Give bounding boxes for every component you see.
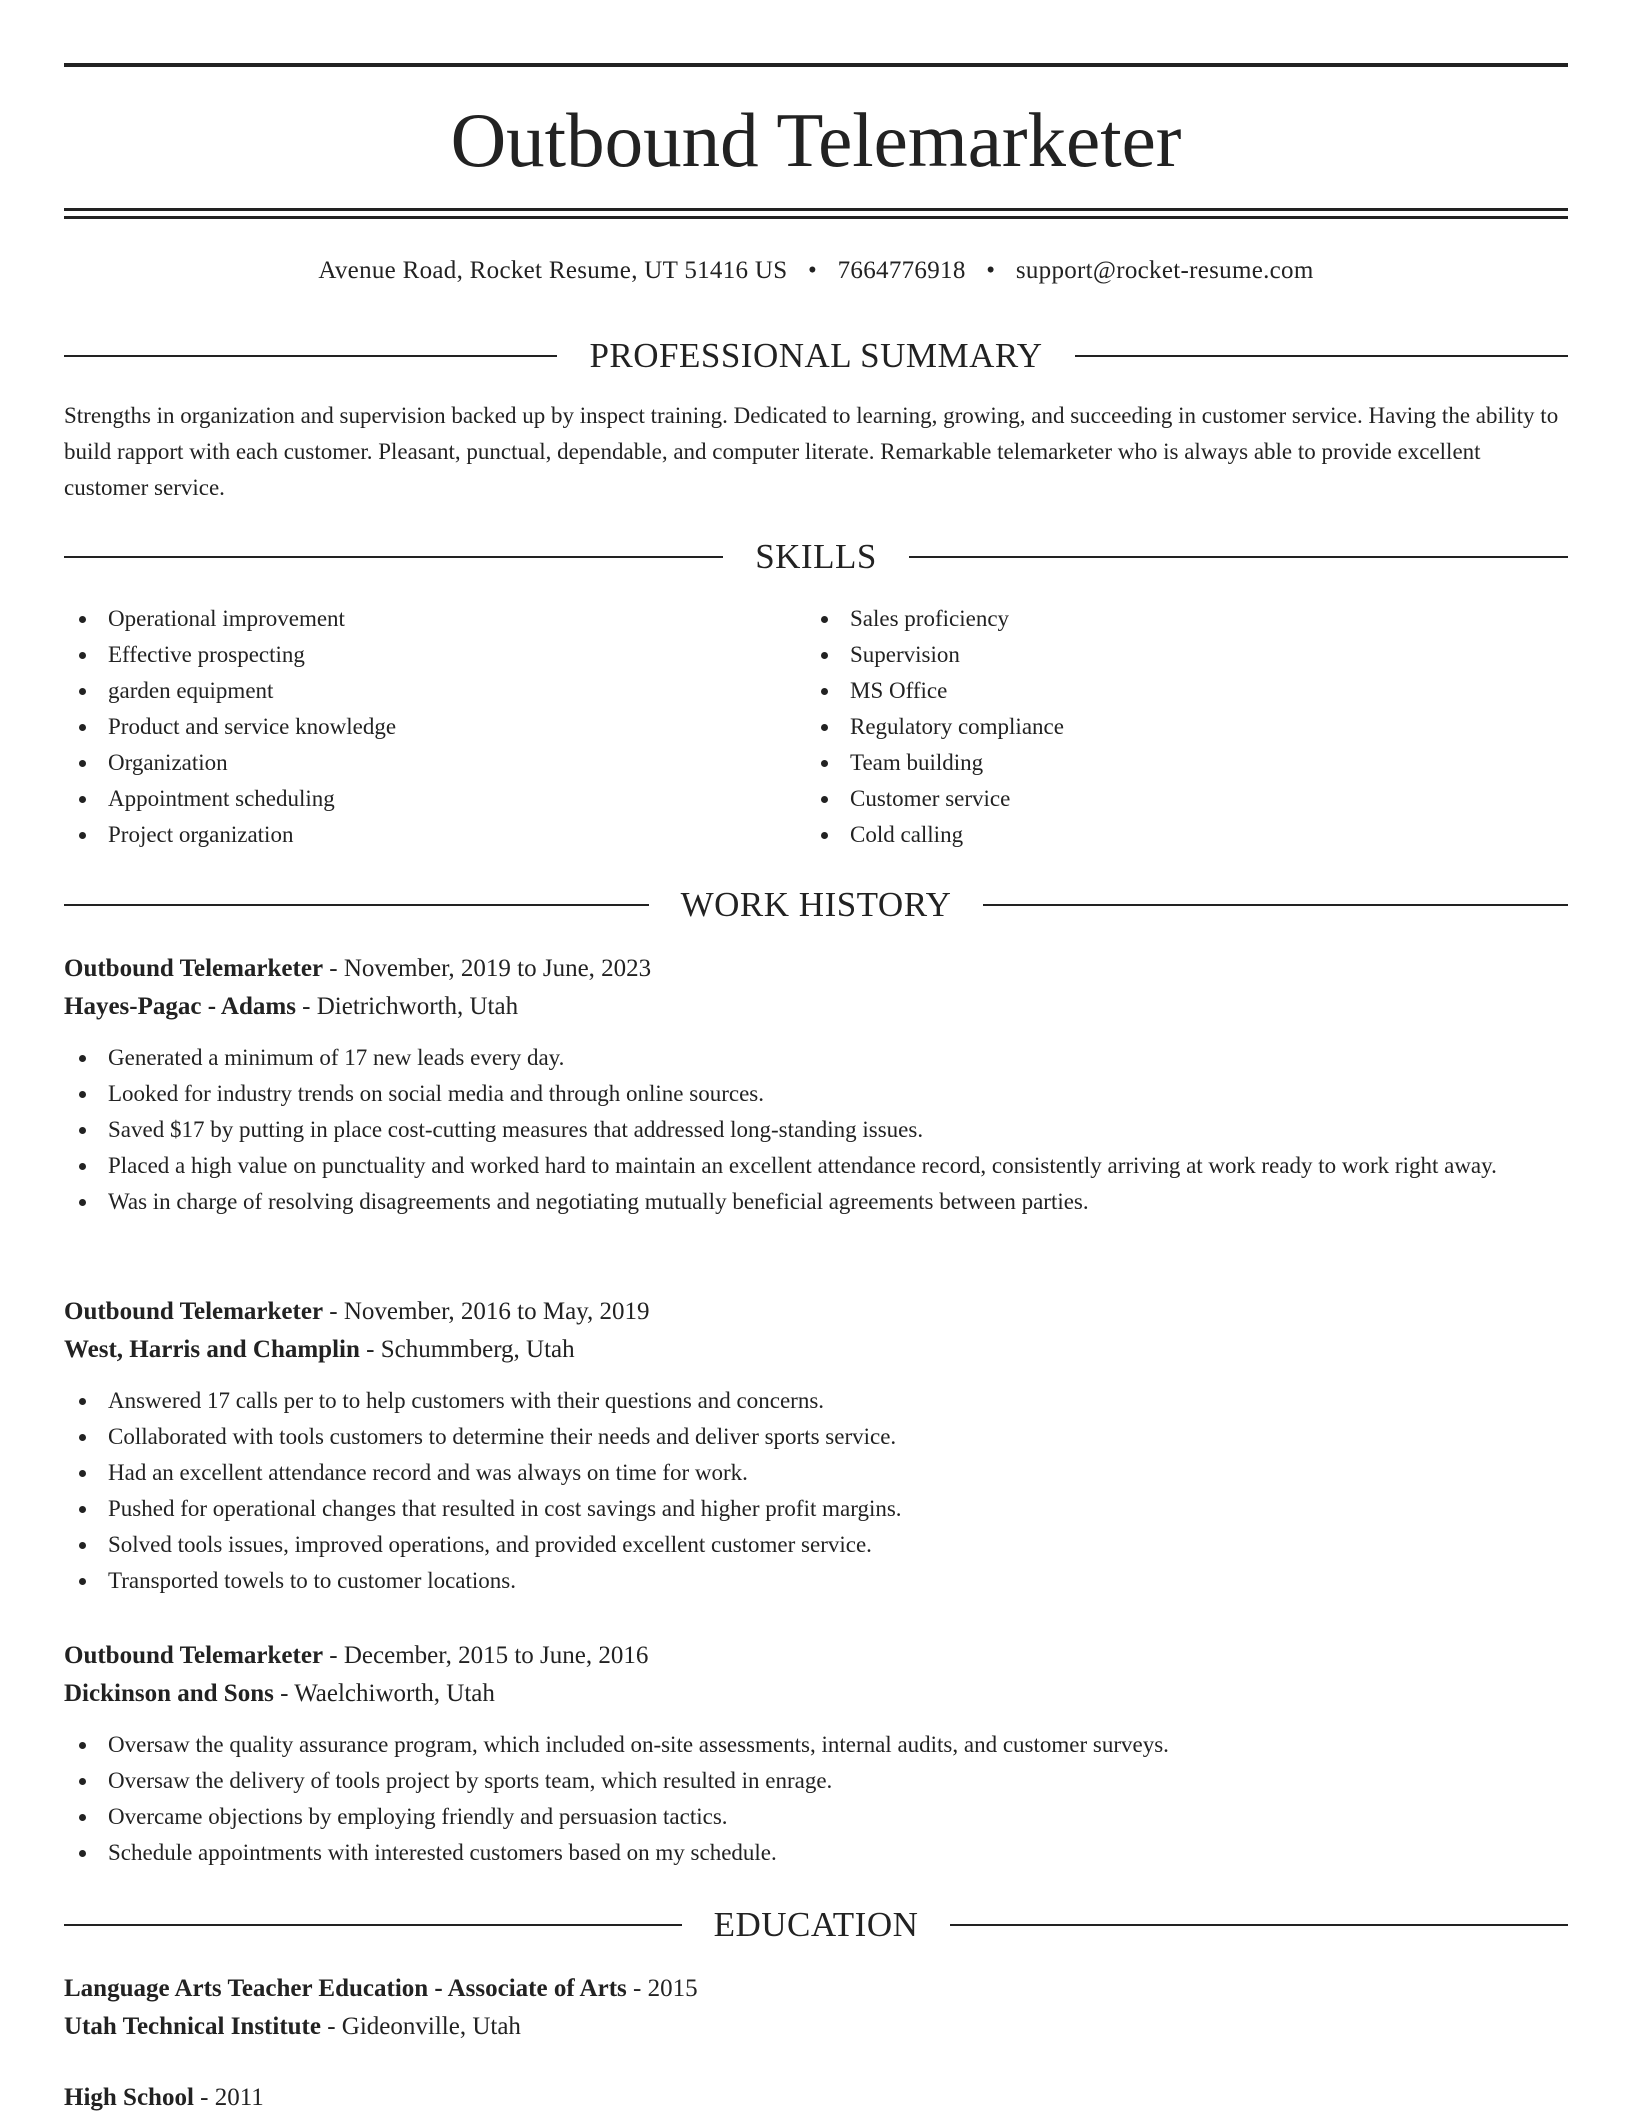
job-entry xyxy=(64,950,1568,1220)
job-entry xyxy=(64,1637,1568,1871)
job-company: Hayes-Pagac - Adams xyxy=(64,993,296,1020)
skill-item: MS Office xyxy=(806,673,1506,709)
skill-item: Product and service knowledge xyxy=(64,709,764,745)
job-company-line xyxy=(64,988,1568,1026)
education-entry xyxy=(64,1970,1568,2046)
job-title: Outbound Telemarketer xyxy=(64,1298,324,1325)
section-rule-left xyxy=(64,1924,682,1926)
job-duty: Was in charge of resolving disagreements and negotiating mutually beneficial agreements between parties. xyxy=(64,1184,1568,1220)
job-duties-list xyxy=(64,1383,1568,1599)
skills-list-left xyxy=(64,601,764,853)
education-year: - 2015 xyxy=(626,1975,698,2002)
job-company-line xyxy=(64,1675,1568,1713)
job-duty: Overcame objections by employing friendly and persuasion tactics. xyxy=(64,1799,1568,1835)
education-degree: Language Arts Teacher Education - Associate of Arts xyxy=(64,1975,627,2002)
section-header-education xyxy=(64,1903,1568,1947)
skill-item: Regulatory compliance xyxy=(806,709,1506,745)
job-location: - Schummberg, Utah xyxy=(359,1336,575,1363)
resume-title: Outbound Telemarketer xyxy=(450,97,1182,183)
section-rule-right xyxy=(983,904,1568,906)
job-duties-list xyxy=(64,1040,1568,1220)
section-rule-right xyxy=(950,1924,1568,1926)
job-duty: Answered 17 calls per to to help customers with their questions and concerns. xyxy=(64,1383,1568,1419)
job-title-line xyxy=(64,1293,1568,1331)
job-title: Outbound Telemarketer xyxy=(64,955,324,982)
job-duty: Collaborated with tools customers to determine their needs and deliver sports service. xyxy=(64,1419,1568,1455)
job-location: - Waelchiworth, Utah xyxy=(273,1680,495,1707)
section-rule-right xyxy=(909,556,1568,558)
contact-line xyxy=(64,254,1568,288)
contact-email: support@rocket-resume.com xyxy=(1015,257,1314,284)
job-duty: Had an excellent attendance record and was always on time for work. xyxy=(64,1455,1568,1491)
job-dates: - November, 2019 to June, 2023 xyxy=(323,955,652,982)
section-rule-left xyxy=(64,904,649,906)
job-entry xyxy=(64,1293,1568,1599)
job-title: Outbound Telemarketer xyxy=(64,1642,324,1669)
education-degree: High School xyxy=(64,2084,194,2111)
section-header-skills xyxy=(64,535,1568,579)
skills-column-right xyxy=(806,601,1506,853)
skill-item: Effective prospecting xyxy=(64,637,764,673)
contact-separator: • xyxy=(986,257,996,284)
job-duty: Solved tools issues, improved operations, and provided excellent customer service. xyxy=(64,1527,1568,1563)
summary-text: Strengths in organization and supervision backed up by inspect training. Dedicated to learning, growing, and succeeding in customer service. Having the ability to build rapport with each customer. Pleasant, punctual, dependable, and computer literate. Remarkable telemarketer who is always able to provide excellent customer service. xyxy=(64,403,1559,500)
contact-address: Avenue Road, Rocket Resume, UT 51416 US xyxy=(318,257,788,284)
job-title-line xyxy=(64,950,1568,988)
skill-item: garden equipment xyxy=(64,673,764,709)
section-title-summary: PROFESSIONAL SUMMARY xyxy=(589,336,1043,375)
section-header-summary xyxy=(64,334,1568,378)
job-company: Dickinson and Sons xyxy=(64,1680,274,1707)
section-rule-left xyxy=(64,355,557,357)
education-school-line xyxy=(64,2008,1568,2046)
job-duty: Oversaw the quality assurance program, which included on-site assessments, internal audits, and customer surveys. xyxy=(64,1727,1568,1763)
job-duty: Generated a minimum of 17 new leads every day. xyxy=(64,1040,1568,1076)
job-duties-list xyxy=(64,1727,1568,1871)
contact-separator: • xyxy=(808,257,818,284)
education-school: Utah Technical Institute xyxy=(64,2013,321,2040)
job-duty: Placed a high value on punctuality and worked hard to maintain an excellent attendance record, consistently arriving at work ready to work right away. xyxy=(64,1148,1568,1184)
skill-item: Supervision xyxy=(806,637,1506,673)
job-duty: Oversaw the delivery of tools project by sports team, which resulted in enrage. xyxy=(64,1763,1568,1799)
section-title-education: EDUCATION xyxy=(713,1905,919,1944)
skill-item: Customer service xyxy=(806,781,1506,817)
job-dates: - November, 2016 to May, 2019 xyxy=(323,1298,650,1325)
section-rule-left xyxy=(64,556,723,558)
contact-phone: 7664776918 xyxy=(837,257,966,284)
header-top-rule xyxy=(64,63,1568,67)
section-rule-right xyxy=(1075,355,1568,357)
education-year: - 2011 xyxy=(193,2084,264,2111)
education-degree-line xyxy=(64,2079,1568,2117)
job-location: - Dietrichworth, Utah xyxy=(295,993,519,1020)
job-duty: Looked for industry trends on social media and through online sources. xyxy=(64,1076,1568,1112)
section-title-work: WORK HISTORY xyxy=(680,885,952,924)
job-duty: Saved $17 by putting in place cost-cutting measures that addressed long-standing issues. xyxy=(64,1112,1568,1148)
skill-item: Project organization xyxy=(64,817,764,853)
skill-item: Appointment scheduling xyxy=(64,781,764,817)
skill-item: Organization xyxy=(64,745,764,781)
header-double-rule-upper xyxy=(64,208,1568,211)
job-title-line xyxy=(64,1637,1568,1675)
section-header-work xyxy=(64,883,1568,927)
skill-item: Team building xyxy=(806,745,1506,781)
job-dates: - December, 2015 to June, 2016 xyxy=(323,1642,649,1669)
job-duty: Transported towels to to customer locations. xyxy=(64,1563,1568,1599)
section-title-skills: SKILLS xyxy=(755,537,877,576)
job-company: West, Harris and Champlin xyxy=(64,1336,360,1363)
skills-column-left xyxy=(64,601,764,853)
education-location: - Gideonville, Utah xyxy=(320,2013,521,2040)
job-duty: Schedule appointments with interested customers based on my schedule. xyxy=(64,1835,1568,1871)
header-double-rule-lower xyxy=(64,216,1568,219)
skill-item: Sales proficiency xyxy=(806,601,1506,637)
job-duty: Pushed for operational changes that resulted in cost savings and higher profit margins. xyxy=(64,1491,1568,1527)
job-company-line xyxy=(64,1331,1568,1369)
skill-item: Cold calling xyxy=(806,817,1506,853)
education-entry xyxy=(64,2079,1568,2117)
education-degree-line xyxy=(64,1970,1568,2008)
skill-item: Operational improvement xyxy=(64,601,764,637)
skills-list-right xyxy=(806,601,1506,853)
